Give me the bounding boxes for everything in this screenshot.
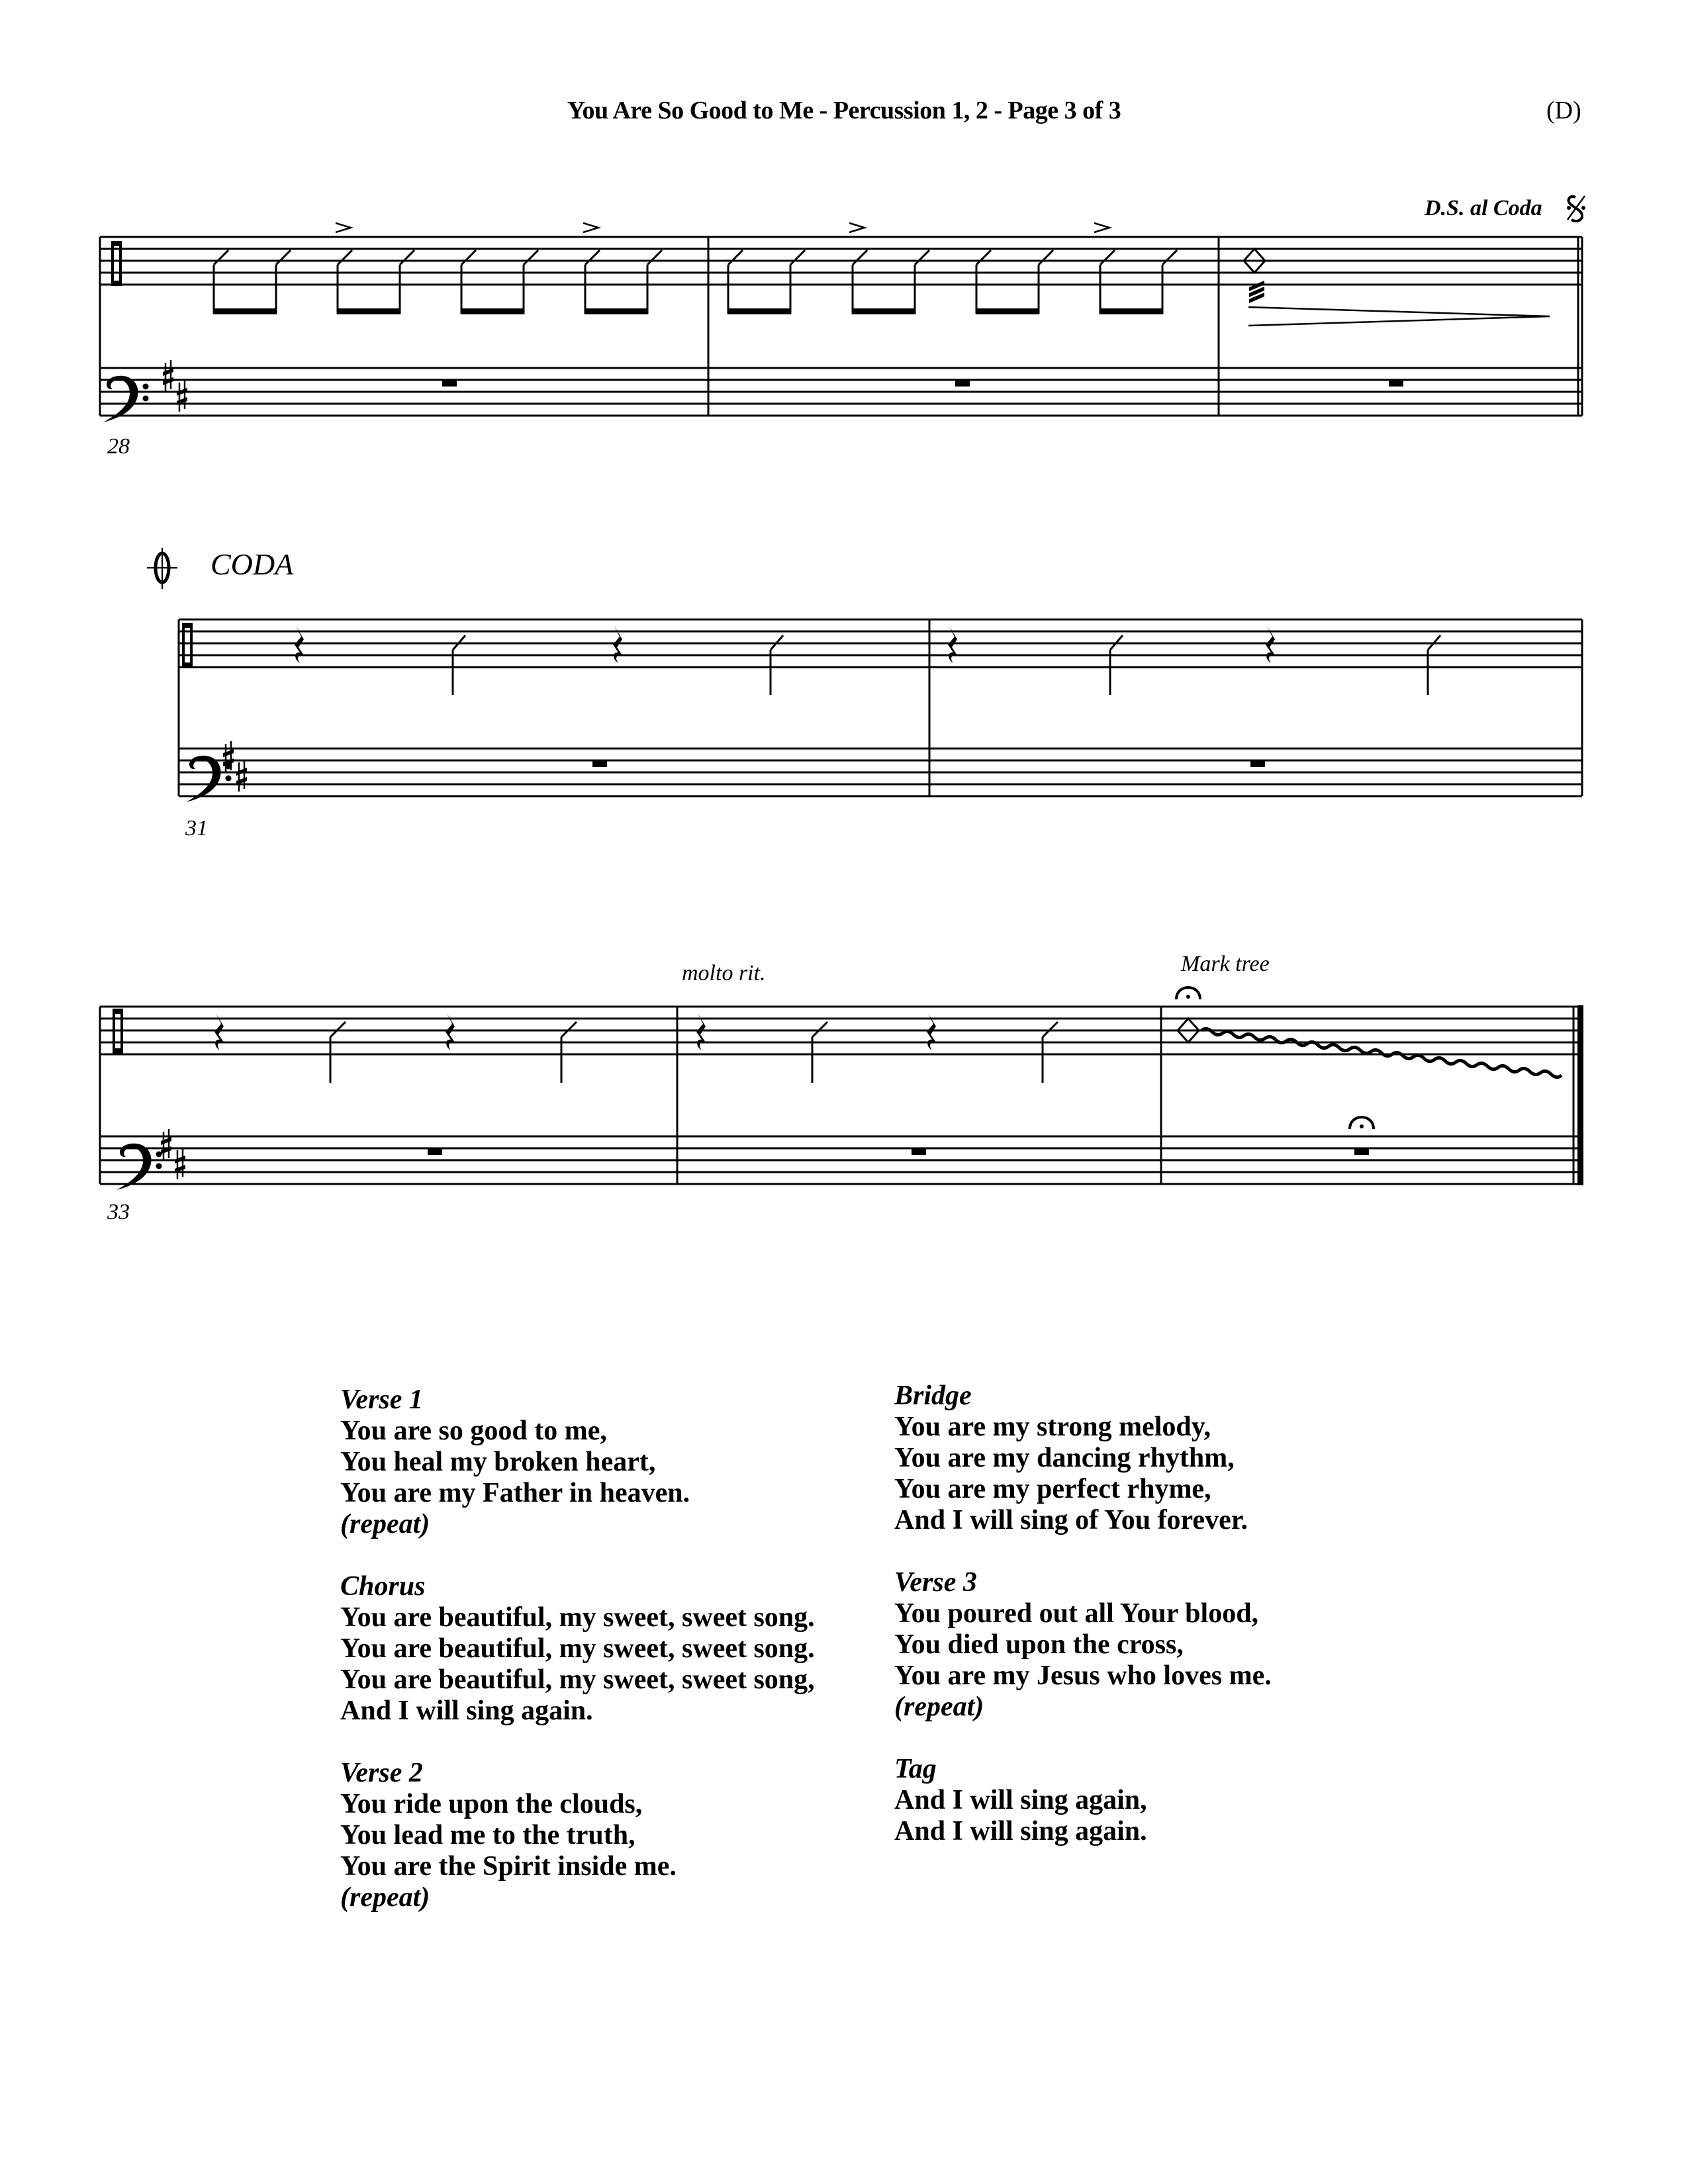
accent-marks xyxy=(336,223,1109,232)
lyric-line: And I will sing of You forever. xyxy=(894,1505,1248,1535)
lyric-line: You are my dancing rhythm, xyxy=(894,1443,1235,1473)
lyric-line: And I will sing again. xyxy=(894,1816,1147,1846)
lyrics-tag xyxy=(894,1754,1272,1847)
repeat-note: (repeat) xyxy=(894,1692,984,1722)
fermata-icon xyxy=(1350,1117,1374,1129)
section-heading: Verse 1 xyxy=(340,1385,423,1415)
lyric-line: You are the Spirit inside me. xyxy=(340,1851,677,1882)
diminuendo-hairpin xyxy=(1248,307,1550,326)
system-3 xyxy=(100,1007,1582,1184)
lyrics-verse-1 xyxy=(340,1385,815,1540)
lyric-line: You are beautiful, my sweet, sweet song. xyxy=(340,1633,815,1664)
section-heading: Tag xyxy=(894,1754,937,1784)
ds-al-coda-direction: D.S. al Coda xyxy=(1425,196,1542,220)
measure-number-33: 33 xyxy=(107,1200,130,1224)
section-heading: Bridge xyxy=(894,1381,972,1411)
segno-icon xyxy=(1567,196,1585,221)
fermata-icon xyxy=(1176,987,1200,999)
lyric-line: You are so good to me, xyxy=(340,1416,607,1446)
lyrics-verse-3 xyxy=(894,1567,1272,1723)
final-barline xyxy=(1577,1005,1583,1185)
page-title: You Are So Good to Me - Percussion 1, 2 - Page 3 of 3 xyxy=(567,97,1121,124)
section-heading: Chorus xyxy=(340,1571,426,1602)
lyrics-left-column xyxy=(340,1385,815,1944)
lyric-line: You are my strong melody, xyxy=(894,1412,1211,1442)
lyric-line: You died upon the cross, xyxy=(894,1629,1184,1660)
coda-label: CODA xyxy=(211,547,294,581)
coda-icon xyxy=(147,548,177,589)
lyric-line: You are my perfect rhyme, xyxy=(894,1474,1211,1504)
lyric-line: And I will sing again, xyxy=(894,1785,1147,1815)
lyric-line: You ride upon the clouds, xyxy=(340,1789,643,1819)
system-1 xyxy=(100,237,1582,416)
lyrics-verse-2 xyxy=(340,1758,815,1913)
section-heading: Verse 3 xyxy=(894,1567,977,1598)
lyric-line: You are beautiful, my sweet, sweet song, xyxy=(340,1664,815,1695)
lower-staff xyxy=(100,368,1582,416)
mark-tree-instruction: Mark tree xyxy=(1181,952,1270,976)
lyric-line: You lead me to the truth, xyxy=(340,1820,635,1850)
lyrics-bridge xyxy=(894,1381,1272,1536)
lyric-line: You are beautiful, my sweet, sweet song. xyxy=(340,1602,815,1633)
lyric-line: You are my Jesus who loves me. xyxy=(894,1661,1272,1691)
lyric-line: You heal my broken heart, xyxy=(340,1447,656,1477)
sharp-icon xyxy=(163,360,173,392)
lyric-line: And I will sing again. xyxy=(340,1696,593,1726)
measure-number-31: 31 xyxy=(185,816,208,841)
upper-staff xyxy=(100,237,1582,285)
system-2 xyxy=(179,619,1582,796)
gliss-wavy-line xyxy=(1201,1028,1562,1077)
lyrics-right-column xyxy=(894,1381,1272,1878)
measure-number-28: 28 xyxy=(107,434,130,459)
key-label: (D) xyxy=(1546,97,1581,124)
repeat-note: (repeat) xyxy=(340,1882,430,1913)
repeat-note: (repeat) xyxy=(340,1509,430,1539)
lyric-line: You are my Father in heaven. xyxy=(340,1478,690,1508)
section-heading: Verse 2 xyxy=(340,1758,423,1788)
lyric-line: You poured out all Your blood, xyxy=(894,1598,1259,1629)
molto-rit-direction: molto rit. xyxy=(682,961,766,985)
lyrics-chorus xyxy=(340,1571,815,1727)
sharp-icon xyxy=(177,380,187,412)
